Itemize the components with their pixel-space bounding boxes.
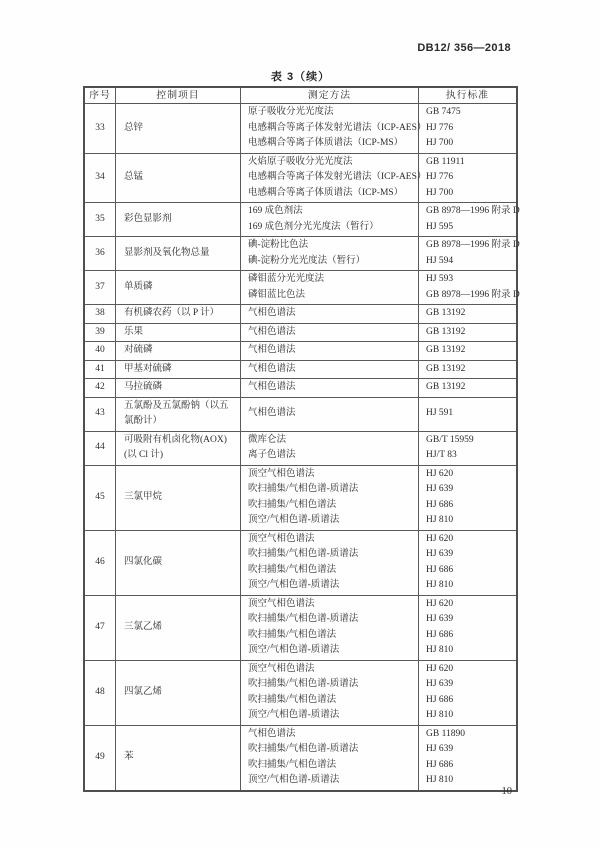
method-line: 气相色谱法	[248, 728, 296, 739]
method-line: 电感耦合等离子体质谱法（ICP-MS）	[248, 138, 404, 148]
standards-cell	[419, 203, 520, 236]
standard-line: HJ 620	[426, 663, 454, 674]
row-number-cell: 37	[85, 271, 116, 304]
methods-cell	[241, 466, 419, 530]
methods-cell	[241, 237, 419, 270]
methods-cell	[241, 531, 419, 595]
standard-line: GB 13192	[426, 326, 466, 337]
methods-cell	[241, 596, 419, 660]
method-line: 磷钼蓝分光光度法	[248, 274, 325, 284]
standard-line: HJ 810	[426, 710, 454, 720]
standard-line: GB 13192	[426, 345, 466, 355]
row-number-cell: 46	[85, 531, 116, 595]
method-line: 吹扫捕集/气相色谱法	[248, 629, 337, 640]
standards-cell	[419, 305, 516, 323]
doc-number: DB12/ 356—2018	[417, 42, 511, 54]
control-item-cell: 三氯乙烯	[116, 596, 241, 660]
table-row	[85, 154, 516, 204]
standard-line: HJ 776	[426, 122, 454, 133]
standards-cell	[419, 271, 520, 304]
column-header: 控制项目	[116, 88, 241, 104]
method-line: 顶空气相色谱法	[248, 663, 315, 674]
standard-line: HJ 686	[426, 564, 454, 575]
standard-line: GB/T 15959	[426, 434, 474, 445]
control-item-cell: 乐果	[116, 324, 241, 342]
standards-cell	[419, 398, 516, 431]
method-line: 顶空/气相色谱-质谱法	[248, 710, 340, 720]
table-row	[85, 342, 516, 361]
control-item-cell: 苯	[116, 726, 241, 790]
control-item-cell: 马拉硫磷	[116, 379, 241, 397]
method-line: 顶空/气相色谱-质谱法	[248, 580, 340, 590]
standards-cell	[419, 324, 516, 342]
methods-cell	[241, 361, 419, 379]
table-row	[85, 361, 516, 380]
table-row	[85, 104, 516, 154]
standard-line: GB 8978—1996 附录 D	[426, 206, 520, 216]
method-line: 吹扫捕集/气相色谱法	[248, 564, 337, 575]
row-number-cell: 49	[85, 726, 116, 790]
standard-line: HJ 620	[426, 533, 454, 544]
method-line: 吹扫捕集/气相色谱-质谱法	[248, 484, 359, 494]
row-number-cell: 36	[85, 237, 116, 270]
control-item-cell: 四氯化碳	[116, 531, 241, 595]
methods-cell	[241, 154, 427, 203]
method-line: 微库仑法	[248, 434, 287, 445]
standards-cell	[419, 379, 516, 397]
method-line: 气相色谱法	[248, 408, 296, 419]
standard-line: HJ 686	[426, 694, 454, 705]
standards-cell	[419, 104, 516, 153]
standard-line: HJ 595	[426, 221, 454, 232]
control-item-cell: 总锌	[116, 104, 241, 153]
methods-cell	[241, 726, 419, 790]
table-row	[85, 466, 516, 531]
table-row	[85, 596, 516, 661]
methods-cell	[241, 104, 427, 153]
method-line: 磷钼蓝比色法	[248, 289, 306, 300]
row-number-cell: 33	[85, 104, 116, 153]
method-line: 原子吸收分光光度法	[248, 107, 334, 117]
row-number-cell: 38	[85, 305, 116, 323]
standards-cell	[419, 661, 516, 725]
standard-line: HJ 686	[426, 759, 454, 770]
methods-cell	[241, 342, 419, 360]
method-line: 顶空/气相色谱-质谱法	[248, 515, 340, 525]
row-number-cell: 45	[85, 466, 116, 530]
method-line: 吹扫捕集/气相色谱-质谱法	[248, 679, 359, 689]
standard-line: HJ 639	[426, 744, 454, 754]
methods-cell	[241, 432, 419, 465]
standards-cell	[419, 237, 520, 270]
row-number-cell: 48	[85, 661, 116, 725]
standards-table	[83, 86, 518, 792]
table-title: 表 3（续）	[270, 71, 331, 83]
standard-line: GB 11911	[426, 156, 465, 167]
standards-cell	[419, 531, 516, 595]
standard-line: HJ 810	[426, 645, 454, 655]
standards-cell	[419, 726, 516, 790]
methods-cell	[241, 398, 419, 431]
table-row	[85, 398, 516, 432]
table-row	[85, 237, 520, 271]
method-line: 电感耦合等离子体发射光谱法（ICP-AES）	[248, 172, 427, 182]
control-item-cell: 甲基对硫磷	[116, 361, 241, 379]
column-header: 执行标准	[445, 90, 490, 101]
table-row	[85, 726, 516, 790]
standard-line: HJ 686	[426, 629, 454, 640]
method-line: 吹扫捕集/气相色谱-质谱法	[248, 549, 359, 559]
standard-line: HJ 686	[426, 499, 454, 510]
standards-cell	[419, 432, 516, 465]
standard-line: GB 8978—1996 附录 D	[426, 240, 520, 250]
method-line: 气相色谱法	[248, 363, 296, 374]
standard-line: GB 7475	[426, 107, 461, 117]
standards-cell	[419, 596, 516, 660]
standard-line: GB 13192	[426, 363, 466, 374]
methods-cell	[241, 203, 419, 236]
table-header-row	[85, 88, 516, 104]
method-line: 吹扫捕集/气相色谱法	[248, 759, 337, 770]
standard-line: GB 11890	[426, 728, 465, 739]
row-number-cell: 42	[85, 379, 116, 397]
control-item-cell: 单质磷	[116, 271, 241, 304]
column-header: 测定方法	[241, 88, 419, 104]
control-item-cell: 有机磷农药（以 P 计）	[116, 305, 241, 323]
method-line: 吹扫捕集/气相色谱-质谱法	[248, 744, 359, 754]
page-number: 10	[501, 786, 512, 797]
method-line: 碘-淀粉比色法	[248, 240, 309, 250]
method-line: 169 成色剂分光光度法（暂行）	[248, 221, 379, 232]
control-item-cell: 可吸附有机卤化物(AOX)(以 Cl 计)	[116, 432, 241, 465]
standard-line: HJ 639	[426, 614, 454, 624]
standard-line: HJ 639	[426, 679, 454, 689]
row-number-cell: 40	[85, 342, 116, 360]
standard-line: HJ/T 83	[426, 450, 457, 460]
row-number-cell: 34	[85, 154, 116, 203]
standard-line: HJ 776	[426, 172, 454, 182]
table-row	[85, 305, 516, 324]
control-item-cell: 五氯酚及五氯酚钠（以五氯酚计）	[116, 398, 241, 431]
methods-cell	[241, 324, 419, 342]
standard-line: HJ 700	[426, 187, 454, 198]
method-line: 顶空气相色谱法	[248, 468, 315, 479]
standard-line: HJ 810	[426, 580, 454, 590]
standard-line: HJ 591	[426, 408, 454, 419]
method-line: 电感耦合等离子体发射光谱法（ICP-AES）	[248, 122, 427, 133]
methods-cell	[241, 305, 419, 323]
standard-line: GB 13192	[426, 308, 466, 318]
method-line: 碘-淀粉分光光度法（暂行）	[248, 255, 366, 266]
control-item-cell: 对硫磷	[116, 342, 241, 360]
method-line: 气相色谱法	[248, 345, 296, 355]
method-line: 气相色谱法	[248, 382, 296, 392]
standard-line: HJ 594	[426, 255, 454, 266]
method-line: 电感耦合等离子体质谱法（ICP-MS）	[248, 187, 404, 198]
methods-cell	[241, 379, 419, 397]
method-line: 离子色谱法	[248, 450, 296, 460]
method-line: 吹扫捕集/气相色谱-质谱法	[248, 614, 359, 624]
standard-line: HJ 810	[426, 775, 454, 785]
standards-cell	[419, 466, 516, 530]
control-item-cell: 彩色显影剂	[116, 203, 241, 236]
column-header: 序号	[85, 88, 116, 104]
table-row	[85, 531, 516, 596]
standard-line: HJ 620	[426, 468, 454, 479]
table-row	[85, 271, 520, 305]
standard-line: HJ 593	[426, 274, 454, 284]
method-line: 顶空气相色谱法	[248, 598, 315, 609]
row-number-cell: 39	[85, 324, 116, 342]
row-number-cell: 43	[85, 398, 116, 431]
table-body	[85, 104, 520, 790]
method-line: 169 成色剂法	[248, 206, 303, 216]
control-item-cell: 总锰	[116, 154, 241, 203]
method-line: 顶空/气相色谱-质谱法	[248, 775, 340, 785]
method-line: 气相色谱法	[248, 308, 296, 318]
control-item-cell: 显影剂及氧化物总量	[116, 237, 241, 270]
standard-line: GB 13192	[426, 382, 466, 392]
standard-line: HJ 810	[426, 515, 454, 525]
standard-line: HJ 639	[426, 549, 454, 559]
method-line: 顶空/气相色谱-质谱法	[248, 645, 340, 655]
method-line: 顶空气相色谱法	[248, 533, 315, 544]
table-row	[85, 203, 520, 237]
control-item-cell: 四氯乙烯	[116, 661, 241, 725]
standard-line: HJ 700	[426, 138, 454, 148]
method-line: 吹扫捕集/气相色谱法	[248, 694, 337, 705]
row-number-cell: 41	[85, 361, 116, 379]
row-number-cell: 35	[85, 203, 116, 236]
table-row	[85, 324, 516, 343]
standard-line: GB 8978—1996 附录 D	[426, 289, 520, 300]
standard-line: HJ 620	[426, 598, 454, 609]
method-line: 吹扫捕集/气相色谱法	[248, 499, 337, 510]
table-row	[85, 432, 516, 466]
row-number-cell: 44	[85, 432, 116, 465]
methods-cell	[241, 271, 419, 304]
control-item-cell: 三氯甲烷	[116, 466, 241, 530]
method-line: 气相色谱法	[248, 326, 296, 337]
methods-cell	[241, 661, 419, 725]
method-line: 火焰原子吸收分光光度法	[248, 156, 353, 167]
table-row	[85, 379, 516, 398]
standards-cell	[419, 154, 516, 203]
table-row	[85, 661, 516, 726]
standards-cell	[419, 361, 516, 379]
row-number-cell: 47	[85, 596, 116, 660]
standard-line: HJ 639	[426, 484, 454, 494]
standards-cell	[419, 342, 516, 360]
